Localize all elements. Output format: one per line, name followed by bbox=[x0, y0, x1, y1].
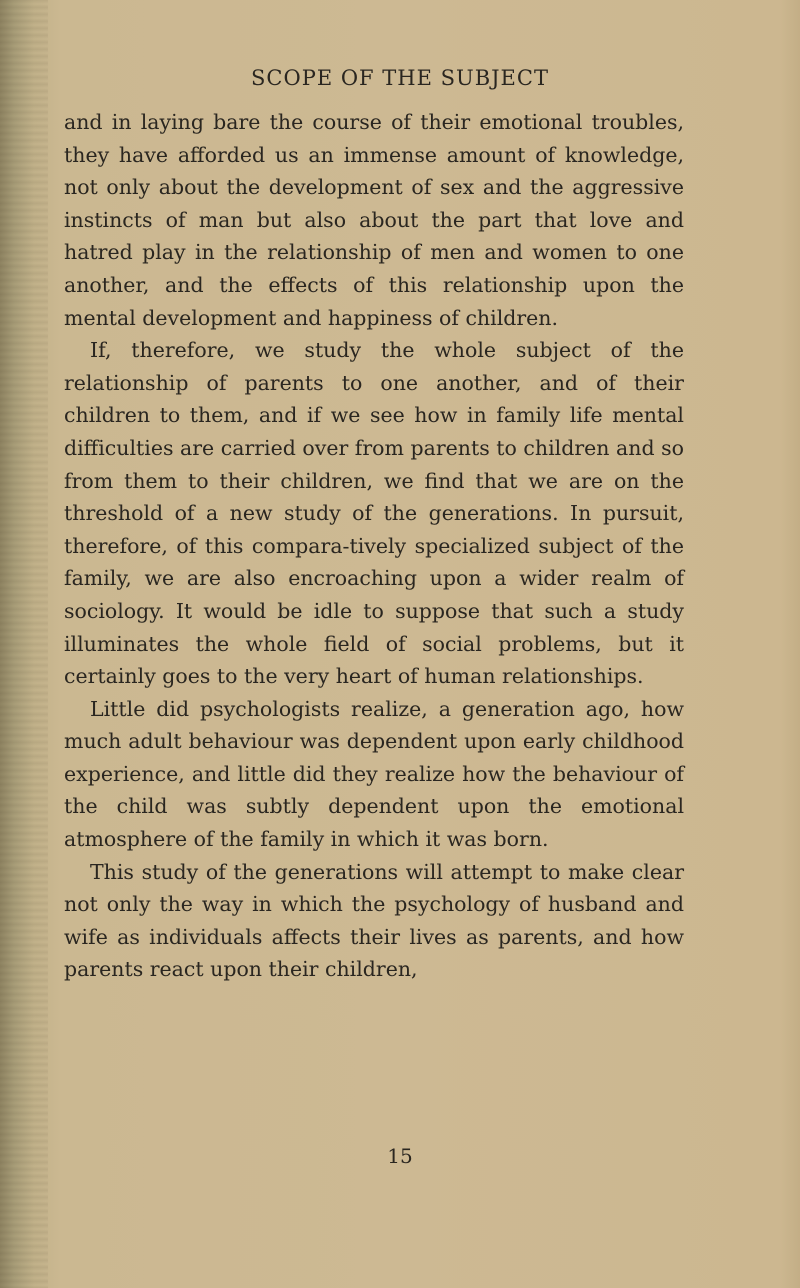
paragraph-2: If, therefore, we study the whole subject of the relationship of parents to one another, and of their children to them, and if we see how in family life mental difficulties are carried over from parents to children and so from them to their children, we find that we are on the threshold of a new study of the generations. In pursuit, therefore, of this compara-tively specialized subject of the family, we are also encroaching upon a wider realm of sociology. It would be idle to suppose that such a study illuminates the whole field of social problems, but it certainly goes to the very heart of human relationships. bbox=[64, 338, 684, 689]
paragraph-4: This study of the generations will attempt to make clear not only the way in which the psychology of husband and wife as individuals affects their lives as parents, and how parents react upon their children, bbox=[64, 859, 684, 982]
paragraph-1: and in laying bare the course of their emotional troubles, they have afforded us an immense amount of knowledge, not only about the development of sex and the aggressive instincts of man but also about the part that love and hatred play in the relationship of men and women to one another, and the effects of this relationship upon the mental development and happiness of children. bbox=[64, 110, 684, 330]
page-number: 15 bbox=[387, 1144, 413, 1168]
paragraph-3: Little did psychologists realize, a generation ago, how much adult behaviour was dependent upon early childhood experience, and little did they realize how the behaviour of the child was subtly dependent upon the emotional atmosphere of the family in which it was born. bbox=[64, 696, 684, 852]
page-gutter-shadow bbox=[0, 0, 48, 1288]
body-text bbox=[64, 106, 684, 986]
running-head: SCOPE OF THE SUBJECT bbox=[251, 66, 549, 90]
